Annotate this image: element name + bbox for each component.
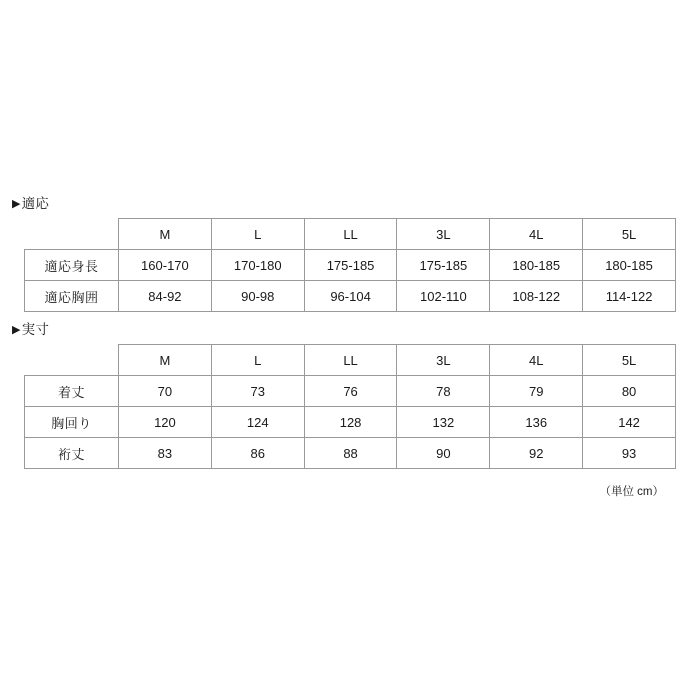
- table-header-row: [25, 219, 676, 250]
- row-header-yukitake: 裄丈: [25, 438, 119, 469]
- table-row: [25, 438, 676, 469]
- cell-value: 180-185: [490, 250, 583, 281]
- cell-value: 84-92: [119, 281, 212, 312]
- column-header-4l: 4L: [490, 345, 583, 376]
- table-tekio: [24, 218, 676, 312]
- cell-value: 73: [211, 376, 304, 407]
- section-jissun: [12, 322, 688, 469]
- cell-value: 132: [397, 407, 490, 438]
- cell-value: 76: [304, 376, 397, 407]
- cell-value: 160-170: [119, 250, 212, 281]
- section-title-tekio: [12, 196, 688, 212]
- table-corner-cell: [25, 219, 119, 250]
- column-header-5l: 5L: [583, 219, 676, 250]
- column-header-4l: 4L: [490, 219, 583, 250]
- column-header-m: M: [119, 345, 212, 376]
- table-header-row: [25, 345, 676, 376]
- cell-value: 102-110: [397, 281, 490, 312]
- cell-value: 114-122: [583, 281, 676, 312]
- column-header-3l: 3L: [397, 345, 490, 376]
- cell-value: 170-180: [211, 250, 304, 281]
- row-header-kitake: 着丈: [25, 376, 119, 407]
- table-row: [25, 407, 676, 438]
- triangle-marker-icon: ▶: [12, 198, 21, 210]
- cell-value: 80: [583, 376, 676, 407]
- table-row: [25, 376, 676, 407]
- cell-value: 108-122: [490, 281, 583, 312]
- row-header-tekio-shincho: 適応身長: [25, 250, 119, 281]
- cell-value: 136: [490, 407, 583, 438]
- cell-value: 92: [490, 438, 583, 469]
- cell-value: 90: [397, 438, 490, 469]
- triangle-marker-icon: ▶: [12, 324, 21, 336]
- cell-value: 142: [583, 407, 676, 438]
- cell-value: 79: [490, 376, 583, 407]
- column-header-ll: LL: [304, 345, 397, 376]
- table-row: [25, 250, 676, 281]
- cell-value: 93: [583, 438, 676, 469]
- column-header-3l: 3L: [397, 219, 490, 250]
- table-row: [25, 281, 676, 312]
- row-header-munemawari: 胸回り: [25, 407, 119, 438]
- table-jissun: [24, 344, 676, 469]
- section-title-text: 適応: [21, 196, 50, 211]
- cell-value: 86: [211, 438, 304, 469]
- column-header-ll: LL: [304, 219, 397, 250]
- cell-value: 124: [211, 407, 304, 438]
- cell-value: 175-185: [397, 250, 490, 281]
- cell-value: 83: [119, 438, 212, 469]
- cell-value: 175-185: [304, 250, 397, 281]
- section-title-jissun: [12, 322, 688, 338]
- table-corner-cell: [25, 345, 119, 376]
- unit-note: （単位 cm）: [599, 486, 664, 498]
- column-header-l: L: [211, 345, 304, 376]
- column-header-5l: 5L: [583, 345, 676, 376]
- row-header-tekio-kyoi: 適応胸囲: [25, 281, 119, 312]
- column-header-m: M: [119, 219, 212, 250]
- column-header-l: L: [211, 219, 304, 250]
- cell-value: 180-185: [583, 250, 676, 281]
- section-title-text: 実寸: [21, 322, 50, 337]
- cell-value: 78: [397, 376, 490, 407]
- cell-value: 120: [119, 407, 212, 438]
- cell-value: 88: [304, 438, 397, 469]
- cell-value: 90-98: [211, 281, 304, 312]
- section-tekio: [12, 196, 688, 312]
- cell-value: 96-104: [304, 281, 397, 312]
- cell-value: 128: [304, 407, 397, 438]
- cell-value: 70: [119, 376, 212, 407]
